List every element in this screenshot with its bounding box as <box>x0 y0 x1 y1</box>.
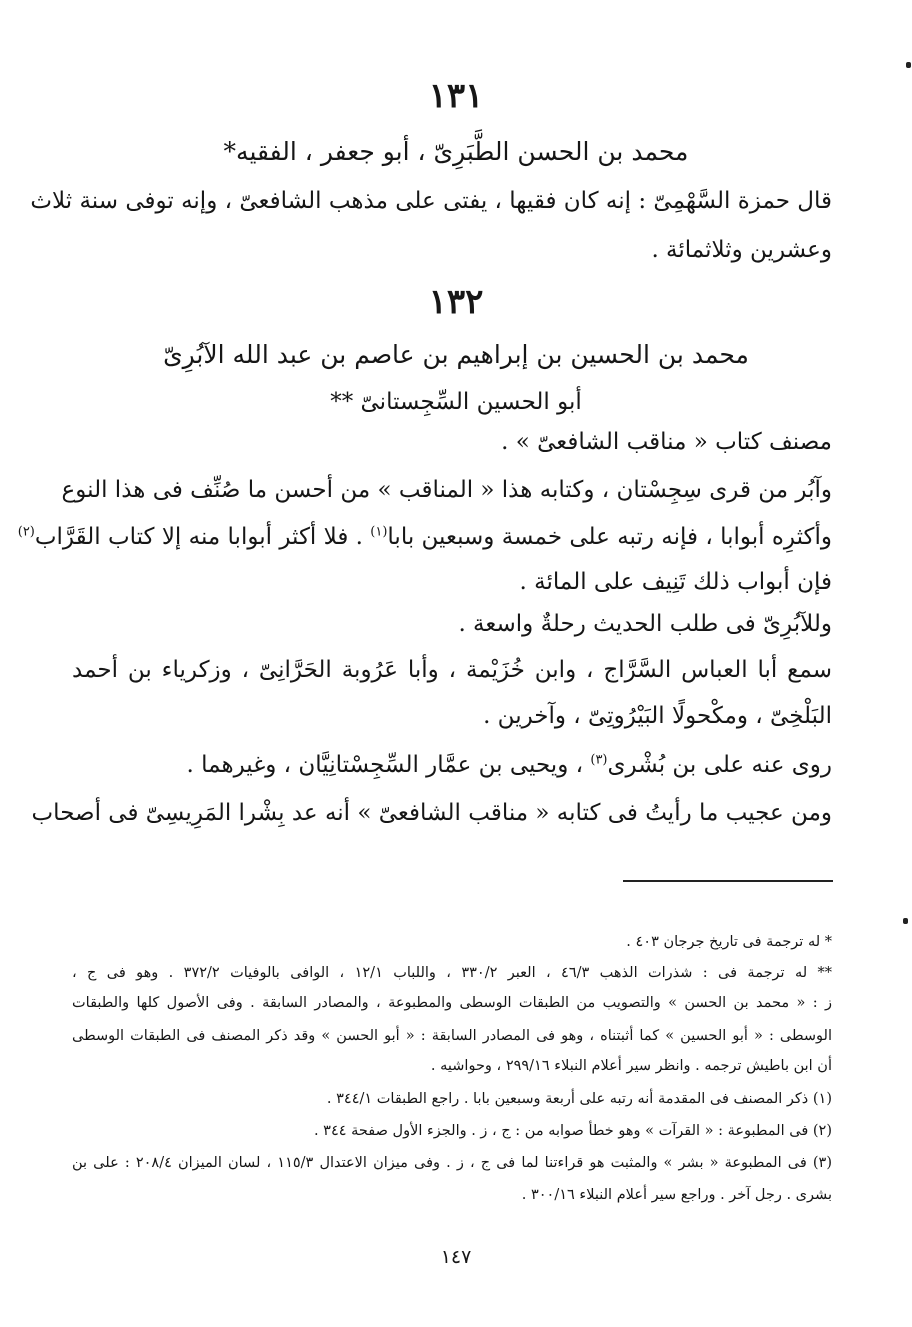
entry-131-line-1: قال حمزة السَّهْمِىّ : إنه كان فقيها ، يفتى على مذهب الشافعىّ ، وإنه توفى سنة ثلاث <box>30 188 832 214</box>
entry-132-line-8 <box>72 752 832 778</box>
entry-131-heading: محمد بن الحسن الطَّبَرِىّ ، أبو جعفر ، الفقيه* <box>223 137 689 166</box>
entry-132-line-9: ومن عجيب ما رأيتُ فى كتابه « مناقب الشافعىّ » أنه عد بِشْرا المَرِيسِىّ فى أصحاب <box>31 800 832 826</box>
footnote-double-star-line-1: ** له ترجمة فى : شذرات الذهب ٤٦/٣ ، العبر ٣٣٠/٢ ، واللباب ١٢/١ ، الوافى بالوفيات ٣٧٢/٢ . وهو فى ج ، <box>72 965 833 981</box>
entry-131-line-2: وعشرين وثلاثمائة . <box>651 237 832 263</box>
entry-132-line-5: وللآبُرِىّ فى طلب الحديث رحلةٌ واسعة . <box>458 611 832 637</box>
footnote-separator <box>623 880 833 882</box>
footnote-ref-2: (٢) <box>17 524 35 540</box>
line-8-tail: ، ويحيى بن عمَّار السِّجِسْتانِيَّان ، وغيرهما . <box>186 752 591 778</box>
footnote-double-star-line-3: الوسطى : « أبو الحسين » كما أثبتناه ، وهو فى المصادر السابقة : « أبو الحسن » وقد ذكر المصنف فى الطبقات الوسطى <box>72 1028 832 1044</box>
line-8-text: روى عنه على بن بُشْرى <box>607 752 832 778</box>
page-edge-mark <box>903 918 908 924</box>
entry-132-line-1: مصنف كتاب « مناقب الشافعىّ » . <box>501 429 832 455</box>
entry-number-131: ١٣١ <box>428 76 484 116</box>
footnote-1: (١) ذكر المصنف فى المقدمة أنه رتبه على أربعة وسبعين بابا . راجع الطبقات ٣٤٤/١ . <box>326 1091 832 1107</box>
footnote-3-line-1: (٣) فى المطبوعة « بشر » والمثبت هو قراءتنا لما فى ج ، ز . وفى ميزان الاعتدال ١١٥/٣ ، لسان الميزان ٢٠٨/٤ : على بن <box>72 1155 832 1171</box>
footnote-ref-3: (٣) <box>590 752 608 768</box>
entry-number-132: ١٣٢ <box>428 282 484 322</box>
line-3-tail: . فلا أكثر أبوابا منه إلا كتاب القَرَّاب <box>34 524 371 550</box>
line-3-text: وأكثرِه أبوابا ، فإنه رتبه على خمسة وسبعين بابا <box>387 524 832 550</box>
entry-132-line-3 <box>17 524 832 550</box>
footnote-3-line-2: بشرى . رجل آخر . وراجع سير أعلام النبلاء ٣٠٠/١٦ . <box>521 1187 832 1203</box>
footnote-double-star-line-2: ز : « محمد بن الحسن » والتصويب من الطبقات الوسطى والمطبوعة ، والمصادر السابقة . وفى الأصول كلها والطبقات <box>72 995 832 1011</box>
entry-132-line-2: وآبُر من قرى سِجِسْتان ، وكتابه هذا « المناقب » من أحسن ما صُنِّف فى هذا النوع <box>61 477 832 503</box>
footnote-ref-1: (١) <box>370 524 388 540</box>
entry-132-heading-line-1: محمد بن الحسين بن إبراهيم بن عاصم بن عبد الله الآبُرِىّ <box>163 340 749 369</box>
page-edge-mark <box>906 62 911 68</box>
page-number: ١٤٧ <box>440 1246 472 1268</box>
footnote-2: (٢) فى المطبوعة : « القرآت » وهو خطأ صوابه من : ج ، ز . والجزء الأول صفحة ٣٤٤ . <box>313 1123 832 1139</box>
footnote-double-star-line-4: أن ابن باطيش ترجمه . وانظر سير أعلام النبلاء ٢٩٩/١٦ ، وحواشيه . <box>430 1058 832 1074</box>
entry-132-heading-line-2: أبو الحسين السِّجِستانىّ ** <box>330 389 582 415</box>
entry-132-line-6: سمع أبا العباس السَّرَّاج ، وابن خُزَيْمة ، وأبا عَرُوبة الحَرَّانِىّ ، وزكرياء بن أحمد <box>72 657 832 683</box>
entry-132-line-4: فإن أبواب ذلك تَنِيف على المائة . <box>519 569 832 595</box>
footnote-star: * له ترجمة فى تاريخ جرجان ٤٠٣ . <box>626 934 832 950</box>
entry-132-line-7: البَلْخِىّ ، ومكْحولًا البَيْرُوتِىّ ، وآخرين . <box>483 703 832 729</box>
